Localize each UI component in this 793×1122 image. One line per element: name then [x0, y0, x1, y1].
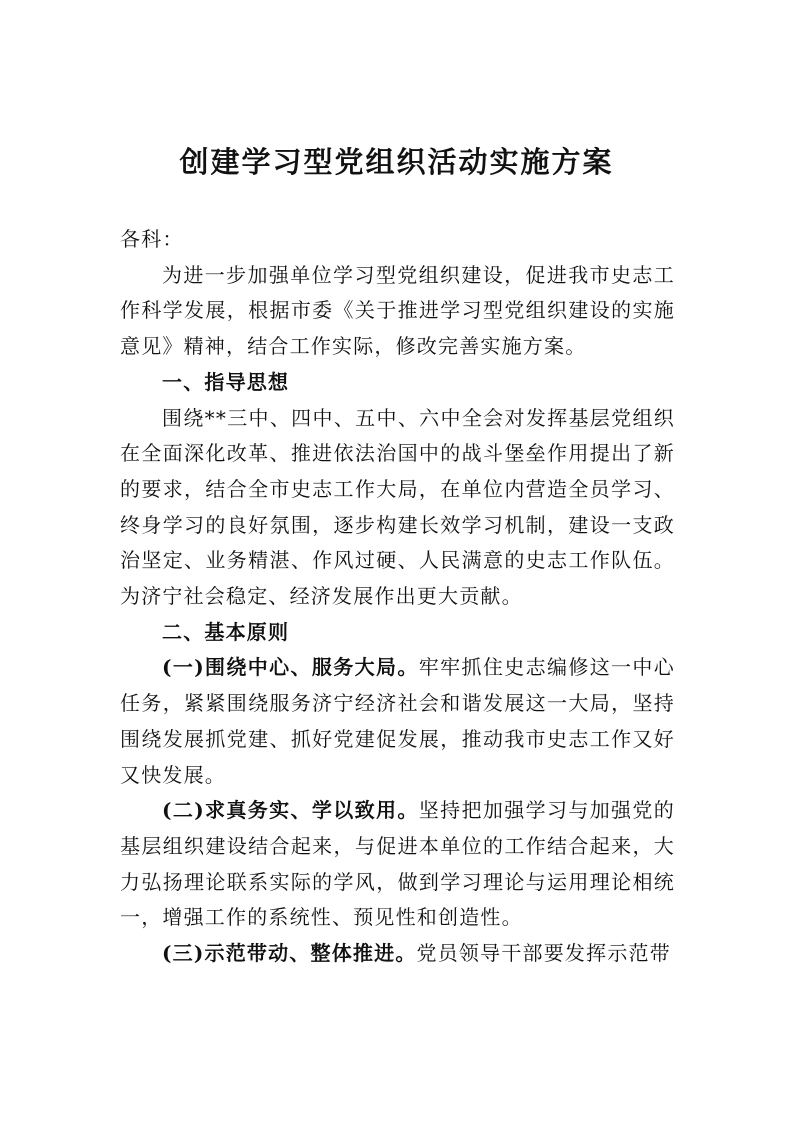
document-title: 创建学习型党组织活动实施方案 — [179, 145, 614, 179]
salutation: 各科： — [120, 227, 184, 251]
principle-item-1-lead: (一)围绕中心、服务大局。 — [162, 655, 419, 680]
principle-item-2-text: 坚持把加强学习与加强党的基层组织建设结合起来，与促进本单位的工作结合起来，大力弘扬理论联系实际的学风，做到学习理论与运用理论相统一，增强工作的系统性、预见性和创造性。 — [120, 798, 675, 930]
principle-item-1 — [120, 650, 675, 793]
principle-item-3-text: 党员领导干部要发挥示范带 — [416, 941, 671, 966]
intro-paragraph: 为进一步加强单位学习型党组织建设，促进我市史志工作科学发展，根据市委《关于推进学习型党组织建设的实施意见》精神，结合工作实际，修改完善实施方案。 — [120, 262, 675, 359]
document-body — [120, 222, 675, 972]
principle-item-2-lead: (二)求真务实、学以致用。 — [162, 798, 419, 823]
section-heading-basic-principles: 二、基本原则 — [162, 619, 290, 644]
principle-item-1-text: 牢牢抓住史志编修这一中心任务，紧紧围绕服务济宁经济社会和谐发展这一大局，坚持围绕发展抓党建、抓好党建促发展，推动我市史志工作又好又快发展。 — [120, 655, 675, 787]
principle-item-3-lead: (三)示范带动、整体推进。 — [162, 941, 417, 966]
principle-item-3 — [120, 936, 675, 972]
guiding-ideology-paragraph: 围绕**三中、四中、五中、六中全会对发挥基层党组织在全面深化改革、推进依法治国中的战斗堡垒作用提出了新的要求，结合全市史志工作大局，在单位内营造全员学习、终身学习的良好氛围，逐步构建长效学习机制，建设一支政治坚定、业务精湛、作风过硬、人民满意的史志工作队伍。为济宁社会稳定、经济发展作出更大贡献。 — [120, 405, 675, 609]
section-heading-guiding-ideology: 一、指导思想 — [162, 369, 290, 394]
principle-item-2 — [120, 793, 675, 936]
